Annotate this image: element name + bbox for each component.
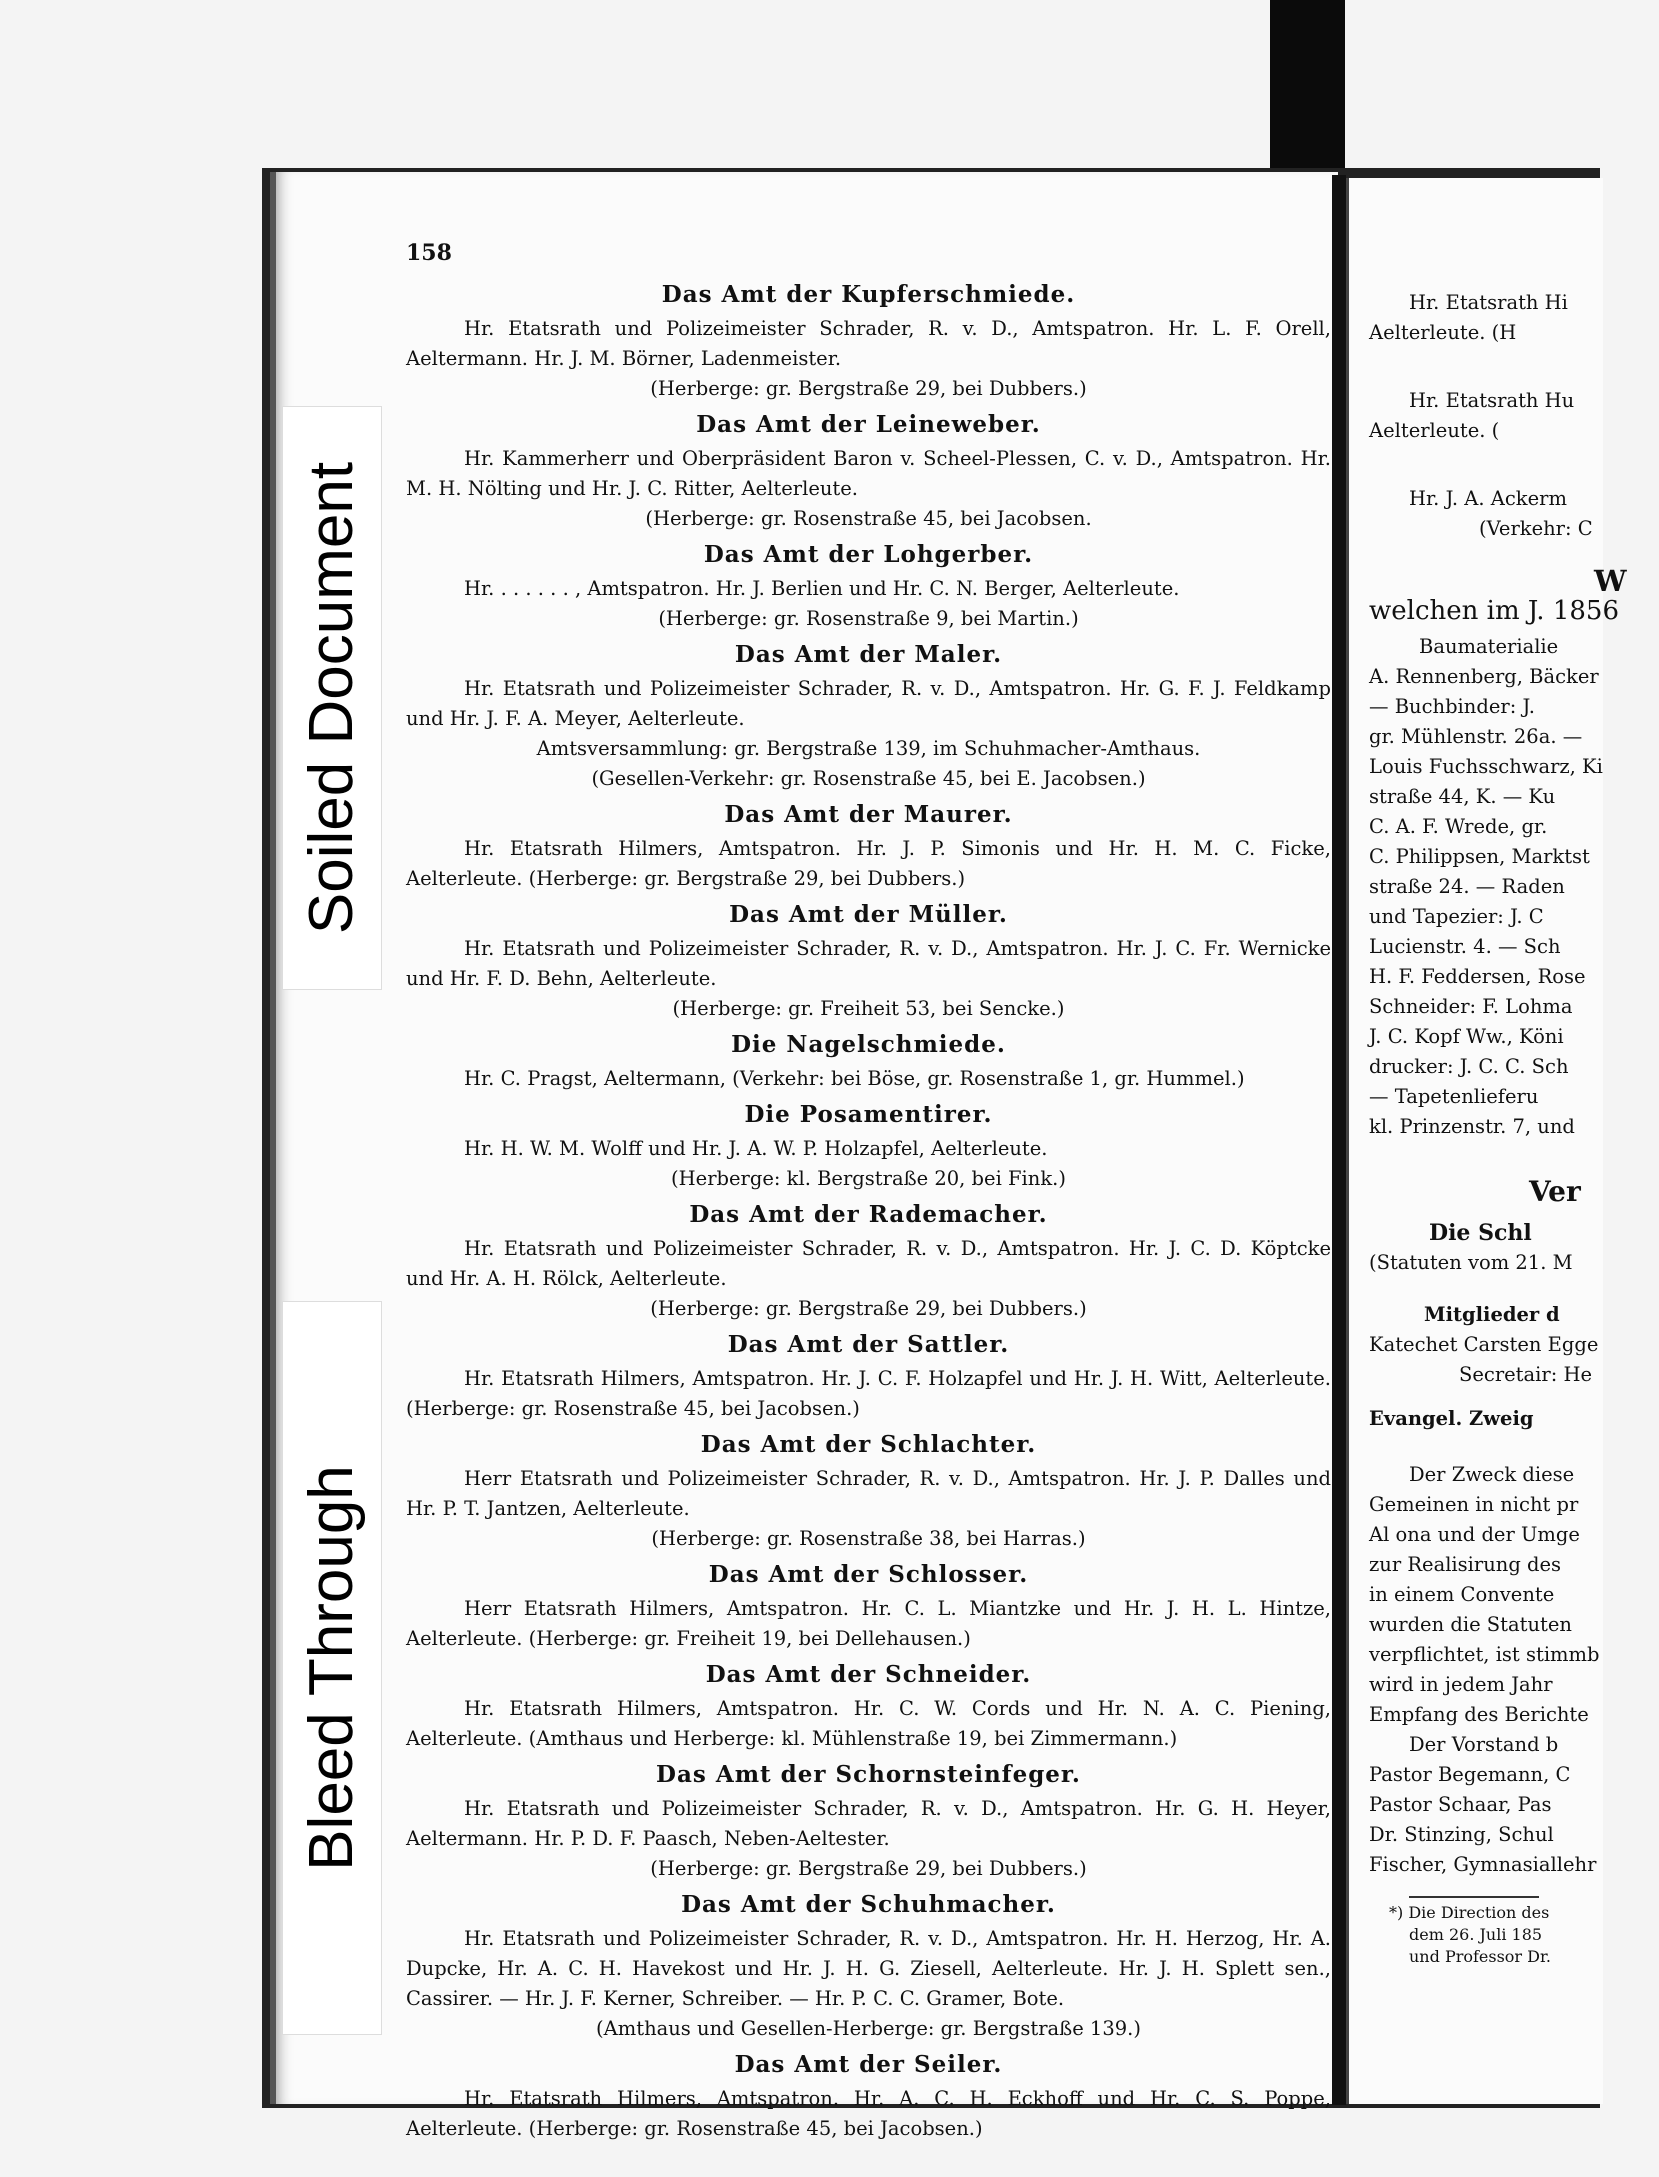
right-line: Secretair: He	[1459, 1363, 1593, 1386]
section-text: Hr. Etatsrath und Polizeimeister Schrader, R. v. D., Amtspatron. Hr. G. H. Heyer, Aeltermann. Hr. P. D. F. Paasch, Neben-Aeltester.	[406, 1797, 1331, 1850]
section-text: Hr. Etatsrath und Polizeimeister Schrader, R. v. D., Amtspatron. Hr. H. Herzog, Hr. A. Dupcke, Hr. A. C. H. Havekost und Hr. J. H. G. Ziesell, Aelterleute. Hr. J. H. Splett sen., Cassirer. — Hr. J. F. Kerner, Schreiber. — Hr. P. C. C. Gramer, Bote.	[406, 1927, 1331, 2010]
right-line: verpflichtet, ist stimmb	[1369, 1643, 1600, 1666]
right-line: C. Philippsen, Marktst	[1369, 845, 1590, 868]
footnote-line: dem 26. Juli 185	[1409, 1925, 1543, 1944]
section-heading: Das Amt der Schneider.	[705, 1661, 1032, 1688]
right-line: (Statuten vom 21. M	[1369, 1251, 1573, 1274]
section-note: (Herberge: gr. Rosenstraße 38, bei Harras.)	[651, 1527, 1086, 1550]
right-line: straße 44, K. — Ku	[1369, 785, 1556, 808]
right-line: Al ona und der Umge	[1369, 1523, 1580, 1546]
section-text: Hr. Etatsrath und Polizeimeister Schrader, R. v. D., Amtspatron. Hr. J. C. Fr. Wernicke und Hr. F. D. Behn, Aelterleute.	[406, 937, 1331, 990]
right-line: zur Realisirung des	[1369, 1553, 1562, 1576]
section-note: (Gesellen-Verkehr: gr. Rosenstraße 45, bei E. Jacobsen.)	[591, 767, 1146, 790]
section-text: Hr. Etatsrath und Polizeimeister Schrader, R. v. D., Amtspatron. Hr. L. F. Orell, Aeltermann. Hr. J. M. Börner, Ladenmeister.	[406, 317, 1331, 370]
section-heading: Das Amt der Müller.	[729, 901, 1008, 928]
right-line: A. Rennenberg, Bäcker	[1369, 665, 1599, 688]
right-line: wird in jedem Jahr	[1369, 1673, 1553, 1696]
page-number: 158	[406, 240, 452, 266]
right-line: Baumaterialie	[1419, 635, 1559, 658]
section-heading: Das Amt der Schuhmacher.	[681, 1891, 1056, 1918]
right-line: — Tapetenlieferu	[1369, 1085, 1539, 1108]
section-text: Hr. Etatsrath Hilmers, Amtspatron. Hr. C. W. Cords und Hr. N. A. C. Piening, Aelterleute. (Amthaus und Herberge: kl. Mühlenstraße 19, bei Zimmermann.)	[406, 1697, 1331, 1750]
section-note: (Herberge: gr. Bergstraße 29, bei Dubbers.)	[650, 377, 1087, 400]
right-line: Fischer, Gymnasiallehr	[1369, 1853, 1597, 1876]
section-heading: Das Amt der Maurer.	[724, 801, 1013, 828]
right-heading: W	[1594, 564, 1627, 598]
section-heading: Das Amt der Schlachter.	[700, 1431, 1037, 1458]
soiled-document-label: Soiled Document	[282, 406, 382, 990]
footnote-rule	[1409, 1896, 1539, 1898]
section-text: Hr. Etatsrath und Polizeimeister Schrader, R. v. D., Amtspatron. Hr. J. C. D. Köptcke und Hr. A. H. Rölck, Aelterleute.	[406, 1237, 1331, 1290]
right-heading: Die Schl	[1429, 1220, 1532, 1246]
section-note: (Herberge: gr. Rosenstraße 45, bei Jacobsen.	[645, 507, 1092, 530]
section-note: Amtsversammlung: gr. Bergstraße 139, im Schuhmacher-Amthaus.	[536, 737, 1201, 760]
section-note: (Herberge: kl. Bergstraße 20, bei Fink.)	[671, 1167, 1066, 1190]
left-page	[270, 172, 1338, 2140]
section-heading: Das Amt der Seiler.	[734, 2051, 1003, 2078]
right-line: Pastor Begemann, C	[1369, 1763, 1571, 1786]
background-dark-bar	[1270, 0, 1345, 175]
right-line: straße 24. — Raden	[1369, 875, 1565, 898]
right-line: C. A. F. Wrede, gr.	[1369, 815, 1548, 838]
section-heading: Das Amt der Lohgerber.	[703, 541, 1034, 568]
section-note: (Herberge: gr. Freiheit 53, bei Sencke.)	[672, 997, 1065, 1020]
section-note: (Amthaus und Gesellen-Herberge: gr. Bergstraße 139.)	[596, 2017, 1141, 2040]
section-text: Hr. Etatsrath und Polizeimeister Schrader, R. v. D., Amtspatron. Hr. G. F. J. Feldkamp und Hr. J. F. A. Meyer, Aelterleute.	[406, 677, 1331, 730]
left-page-body	[406, 274, 1331, 2144]
right-line: Aelterleute. (	[1369, 419, 1500, 442]
section-text: Hr. C. Pragst, Aeltermann, (Verkehr: bei Böse, gr. Rosenstraße 1, gr. Hummel.)	[464, 1067, 1245, 1090]
section-heading: Das Amt der Rademacher.	[689, 1201, 1048, 1228]
right-heading: Ver	[1529, 1175, 1581, 1208]
section-heading: Das Amt der Sattler.	[727, 1331, 1010, 1358]
section-note: (Herberge: gr. Rosenstraße 9, bei Martin.)	[658, 607, 1079, 630]
book-gutter	[1332, 175, 1346, 2105]
right-line: Lucienstr. 4. — Sch	[1369, 935, 1561, 958]
section-text: Hr. Etatsrath Hilmers, Amtspatron. Hr. A. C. H. Eckhoff und Hr. C. S. Poppe, Aelterleute. (Herberge: gr. Rosenstraße 45, bei Jacobsen.)	[406, 2087, 1331, 2140]
right-line: J. C. Kopf Ww., Köni	[1369, 1025, 1564, 1048]
section-text: Hr. Etatsrath Hilmers, Amtspatron. Hr. J. C. F. Holzapfel und Hr. J. H. Witt, Aelterleute. (Herberge: gr. Rosenstraße 45, bei Jacobsen.)	[406, 1367, 1331, 1420]
right-line: — Buchbinder: J.	[1369, 695, 1535, 718]
bleed-through-label: Bleed Through	[282, 1301, 382, 2035]
section-text: Hr. Etatsrath Hilmers, Amtspatron. Hr. J. P. Simonis und Hr. H. M. C. Ficke, Aelterleute. (Herberge: gr. Bergstraße 29, bei Dubbers.)	[406, 837, 1331, 890]
right-line: welchen im J. 1856	[1369, 596, 1619, 626]
right-line: (Verkehr: C	[1479, 517, 1593, 540]
right-line: und Tapezier: J. C	[1369, 905, 1544, 928]
right-line: H. F. Feddersen, Rose	[1369, 965, 1586, 988]
right-page	[1346, 178, 1627, 2104]
right-line: wurden die Statuten	[1369, 1613, 1572, 1636]
section-text: Hr. . . . . . . , Amtspatron. Hr. J. Berlien und Hr. C. N. Berger, Aelterleute.	[464, 577, 1180, 600]
section-heading: Das Amt der Maler.	[734, 641, 1003, 668]
section-heading: Das Amt der Schornsteinfeger.	[656, 1761, 1081, 1788]
right-line: Katechet Carsten Egge	[1369, 1333, 1599, 1356]
section-heading: Das Amt der Leineweber.	[696, 411, 1041, 438]
section-heading: Die Nagelschmiede.	[731, 1031, 1006, 1058]
right-line: Louis Fuchsschwarz, Ki	[1369, 755, 1603, 778]
section-text: Herr Etatsrath Hilmers, Amtspatron. Hr. C. L. Miantzke und Hr. J. H. L. Hintze, Aelterleute. (Herberge: gr. Freiheit 19, bei Dellehausen.)	[406, 1597, 1331, 1650]
section-note: (Herberge: gr. Bergstraße 29, bei Dubbers.)	[650, 1857, 1087, 1880]
right-line: kl. Prinzenstr. 7, und	[1369, 1115, 1575, 1138]
footnote-line: und Professor Dr.	[1409, 1947, 1551, 1966]
right-heading: Evangel. Zweig	[1369, 1407, 1534, 1430]
right-line: Der Zweck diese	[1409, 1463, 1575, 1486]
right-line: Pastor Schaar, Pas	[1369, 1793, 1552, 1816]
section-note: (Herberge: gr. Bergstraße 29, bei Dubbers.)	[650, 1297, 1087, 1320]
right-line: Dr. Stinzing, Schul	[1369, 1823, 1554, 1846]
footnote-line: *) Die Direction des	[1389, 1903, 1550, 1922]
right-line: gr. Mühlenstr. 26a. —	[1369, 725, 1583, 748]
right-line: Der Vorstand b	[1409, 1733, 1559, 1756]
section-heading: Die Posamentirer.	[744, 1101, 993, 1128]
right-line: Aelterleute. (H	[1369, 321, 1517, 344]
right-line: Empfang des Berichte	[1369, 1703, 1589, 1726]
right-line: Hr. J. A. Ackerm	[1409, 487, 1567, 510]
right-line: Mitglieder d	[1424, 1303, 1560, 1326]
right-page-body	[1369, 288, 1659, 1968]
section-heading: Das Amt der Schlosser.	[708, 1561, 1029, 1588]
right-line: Hr. Etatsrath Hu	[1409, 389, 1575, 412]
right-line: drucker: J. C. C. Sch	[1369, 1055, 1569, 1078]
section-heading: Das Amt der Kupferschmiede.	[661, 281, 1076, 308]
section-text: Hr. Kammerherr und Oberpräsident Baron v. Scheel-Plessen, C. v. D., Amtspatron. Hr. M. H. Nölting und Hr. J. C. Ritter, Aelterleute.	[406, 447, 1331, 500]
right-line: Gemeinen in nicht pr	[1369, 1493, 1579, 1516]
section-text: Hr. H. W. M. Wolff und Hr. J. A. W. P. Holzapfel, Aelterleute.	[464, 1137, 1048, 1160]
section-text: Herr Etatsrath und Polizeimeister Schrader, R. v. D., Amtspatron. Hr. J. P. Dalles und Hr. P. T. Jantzen, Aelterleute.	[406, 1467, 1331, 1520]
right-line: Schneider: F. Lohma	[1369, 995, 1573, 1018]
right-line: Hr. Etatsrath Hi	[1409, 291, 1568, 314]
right-line: in einem Convente	[1369, 1583, 1555, 1606]
